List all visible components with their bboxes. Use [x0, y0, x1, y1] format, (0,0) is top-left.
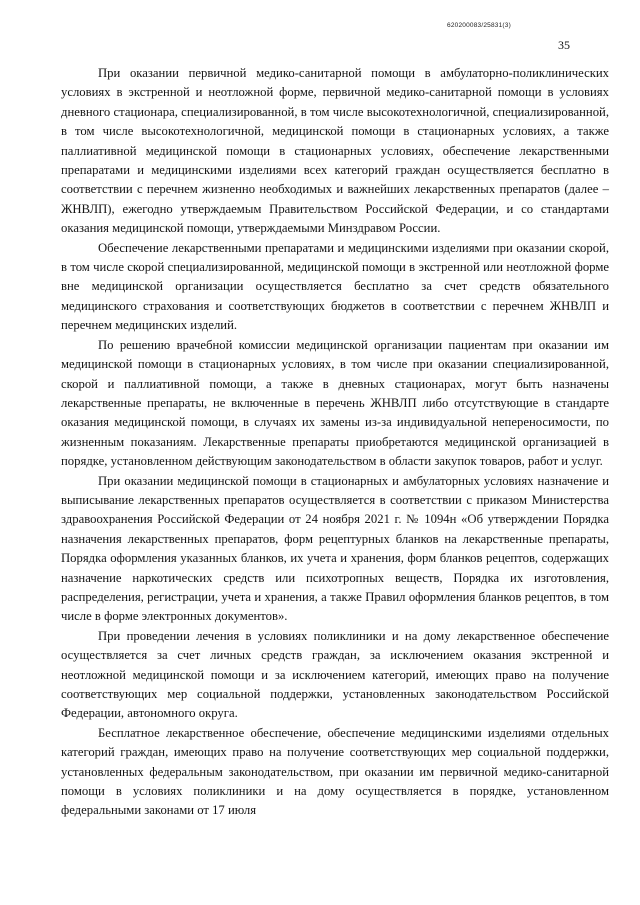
- paragraph-medical-commission-decision: По решению врачебной комиссии медицинской организации пациентам при оказании им медицинской помощи в стационарных условиях, в том числе при оказании специализированной, скорой и паллиативной помощи, а также в дневных стационарах, могут быть назначены лекарственные препараты, не включенные в перечень ЖНВЛП либо отсутствующие в стандарте оказания медицинской помощи, в случаях их замены из-за индивидуальной непереносимости, по жизненным показаниям. Лекарственные препараты приобретаются медицинской организацией в порядке, установленном действующим законодательством в области закупок товаров, работ и услуг.: [61, 337, 609, 469]
- page-number: 35: [558, 38, 570, 52]
- paragraph-free-drug-provision: Бесплатное лекарственное обеспечение, обеспечение медицинскими изделиями отдельных категорий граждан, имеющих право на получение соответствующих мер социальной поддержки, установленных федеральным законодательством, при оказании им первичной медико-санитарной помощи в условиях поликлиники и на дому осуществляется в порядке, установленном федеральными законами от 17 июля: [61, 725, 609, 818]
- document-registration-number: 620200083/25831(3): [447, 22, 511, 29]
- paragraph-drug-provision-outpatient-inpatient: При оказании первичной медико-санитарной помощи в амбулаторно-поликлинических условиях в экстренной и неотложной форме, первичной медико-санитарной помощи в условиях дневного стационара, специализированной, в том числе высокотехнологичной, специализированной, в том числе высокотехнологичной, медицинской помощи в стационарных условиях, а также паллиативной медицинской помощи в стационарных условиях, обеспечение лекарственными препаратами и медицинскими изделиями всех категорий граждан осуществляется бесплатно в соответствии с перечнем жизненно необходимых и важнейших лекарственных препаратов (далее – ЖНВЛП), ежегодно утверждаемым Правительством Российской Федерации, и со стандартами оказания медицинской помощи, утверждаемыми Минздравом России.: [61, 66, 609, 236]
- paragraph-home-treatment-drug-provision: При проведении лечения в условиях поликлиники и на дому лекарственное обеспечение осуществляется за счет личных средств граждан, за исключением оказания экстренной и неотложной медицинской помощи и за исключением категорий, имеющих право на получение соответствующих мер социальной поддержки, установленных законодательством Российской Федерации, автономного округа.: [61, 628, 609, 721]
- page-body: [61, 64, 609, 821]
- paragraph-prescription-order: При оказании медицинской помощи в стационарных и амбулаторных условиях назначение и выписывание лекарственных препаратов осуществляется в соответствии с приказом Министерства здравоохранения Российской Федерации от 24 ноября 2021 г. № 1094н «Об утверждении Порядка назначения лекарственных препаратов, форм рецептурных бланков на лекарственные препараты, Порядка оформления указанных бланков, их учета и хранения, форм бланков рецептов, содержащих назначение наркотических средств или психотропных веществ, Порядка их изготовления, распределения, регистрации, учета и хранения, а также Правил оформления бланков рецептов, в том числе в форме электронных документов».: [61, 473, 609, 624]
- paragraph-emergency-drug-provision: Обеспечение лекарственными препаратами и медицинскими изделиями при оказании скорой, в том числе скорой специализированной, медицинской помощи в экстренной или неотложной форме вне медицинской организации осуществляется бесплатно за счет средств обязательного медицинского страхования и соответствующих бюджетов в соответствии с перечнем ЖНВЛП и перечнем медицинских изделий.: [61, 240, 609, 333]
